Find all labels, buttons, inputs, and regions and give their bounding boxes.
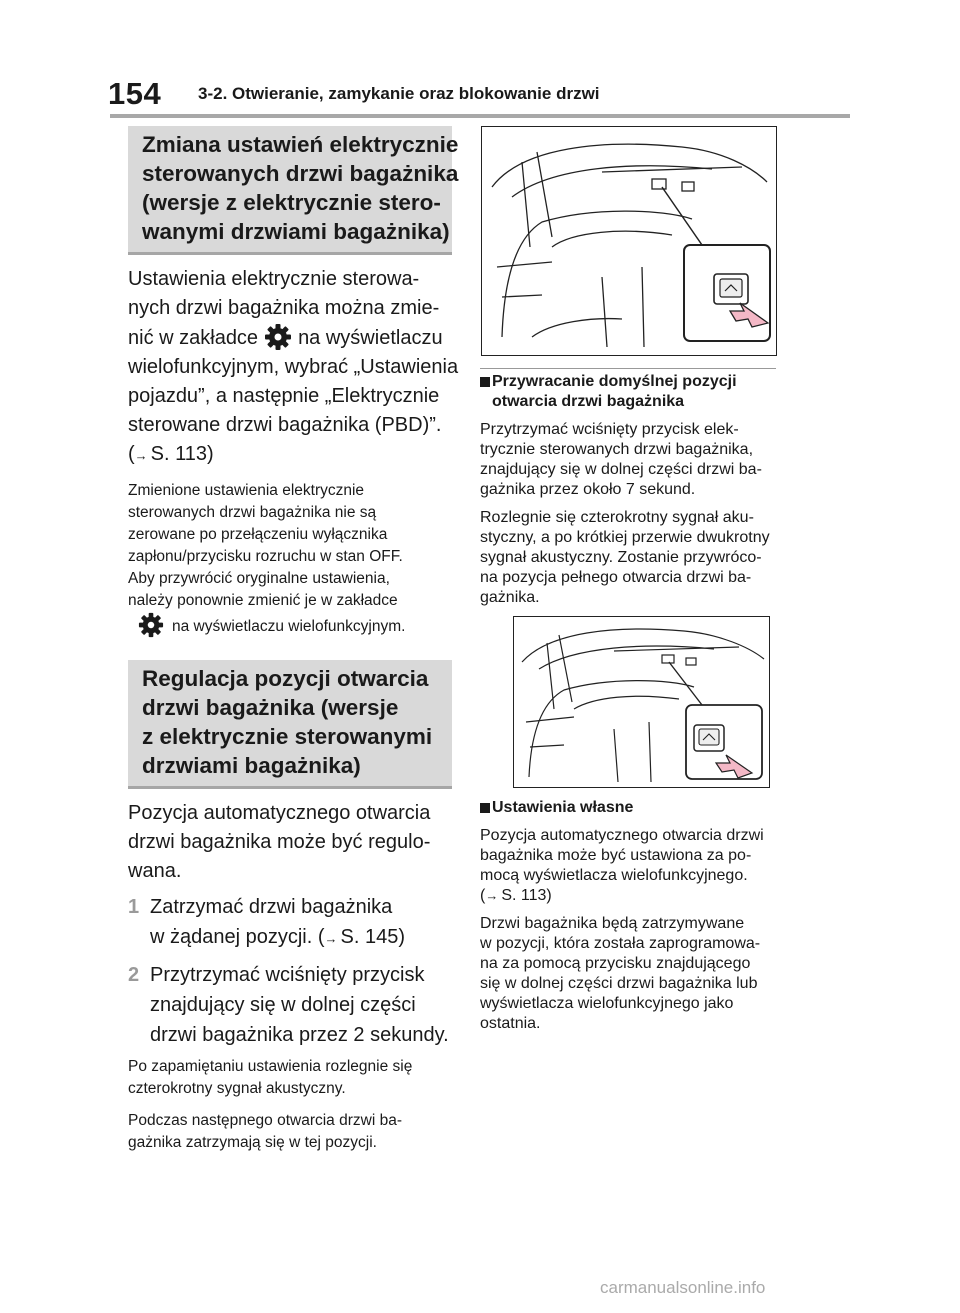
step-number: 2 [128, 964, 140, 986]
text-line: styczny, a po krótkiej przerwie dwukrotny [480, 529, 770, 546]
heading-line: drzwiami bagażnika) [142, 753, 361, 778]
heading-line: drzwi bagażnika (wersje [142, 695, 399, 720]
text-fragment: nić w zakładce [128, 327, 259, 349]
custom-paragraph [480, 826, 776, 906]
text-fragment: w żądanej pozycji. ( [150, 926, 325, 948]
text-line: na pozycja pełnego otwarcia drzwi ba- [480, 569, 752, 586]
text-line: sterowane drzwi bagażnika (PBD)”. [128, 414, 442, 436]
subheading-restore-default [480, 372, 776, 412]
footer-watermark: carmanualsonline.info [600, 1278, 766, 1297]
text-line: drzwi bagażnika może być regulo- [128, 831, 431, 853]
text-line [128, 323, 452, 353]
text-line [128, 612, 452, 638]
text-line: wielofunkcyjnym, wybrać „Ustawienia [128, 356, 459, 378]
text-line: czterokrotny sygnał akustyczny. [128, 1080, 346, 1097]
text-line: na za pomocą przycisku znajdującego [480, 955, 751, 972]
heading-line: (wersje z elektrycznie stero- [142, 190, 441, 215]
tailgate-drawing [514, 617, 769, 787]
text-line: w pozycji, która została zaprogramowa- [480, 935, 761, 952]
figure-divider [480, 368, 776, 369]
right-column-lower [480, 798, 776, 1034]
text-line: Podczas następnego otwarcia drzwi ba- [128, 1112, 402, 1129]
text-line: Zmienione ustawienia elektrycznie [128, 482, 365, 499]
right-column [480, 372, 776, 608]
text-line: Przywracanie domyślnej pozycji [492, 373, 737, 390]
settings-paragraph [128, 265, 459, 470]
text-line: sygnał akustyczny. Zostanie przywróco- [480, 549, 762, 566]
text-line: Rozlegnie się czterokrotny sygnał aku- [480, 509, 754, 526]
text-line: wyświetlacza wielofunkcyjnego jako [480, 995, 734, 1012]
text-line: pojazdu”, a następnie „Elektrycznie [128, 385, 440, 407]
heading-line: wanymi drzwiami bagażnika) [142, 219, 450, 244]
text-line: Przytrzymać wciśnięty przycisk [150, 964, 425, 986]
right-arrow-icon: → [485, 888, 499, 903]
left-column [128, 126, 459, 1154]
text-line: należy ponownie zmienić je w zakładce [128, 592, 398, 609]
section-heading-position [128, 660, 452, 789]
text-line: zerowane po przełączeniu wyłącznika [128, 526, 388, 543]
position-note-1 [128, 1056, 452, 1100]
text-line: Pozycja automatycznego otwarcia drzwi [480, 827, 764, 844]
text-line: zapłonu/przycisku rozruchu w stan OFF. [128, 548, 403, 565]
text-fragment: na wyświetlaczu wielofunkcyjnym. [172, 618, 406, 635]
section-heading-settings [128, 126, 459, 255]
tailgate-illustration-1 [481, 126, 777, 356]
gear-icon [264, 323, 292, 351]
text-line: Aby przywrócić oryginalne ustawienia, [128, 570, 390, 587]
right-arrow-icon: → [324, 931, 338, 946]
text-line: Ustawienia elektrycznie sterowa- [128, 268, 420, 290]
page-reference[interactable]: S. 145) [340, 926, 406, 948]
text-line: Po zapamiętaniu ustawienia rozlegnie się [128, 1058, 413, 1075]
heading-line: z elektrycznie sterowanymi [142, 724, 433, 749]
restore-paragraph [480, 420, 776, 500]
reference-text: S. 113) [501, 887, 552, 904]
square-bullet-icon [480, 377, 490, 387]
text-line: trycznie sterowanych drzwi bagażnika, [480, 441, 754, 458]
text-line: Drzwi bagażnika będą zatrzymywane [480, 915, 745, 932]
page-number: 154 [108, 76, 162, 111]
text-line: sterowanych drzwi bagażnika nie są [128, 504, 377, 521]
text-line: znajdujący się w dolnej części drzwi ba- [480, 461, 762, 478]
page-reference[interactable]: (→ S. 113) [480, 887, 552, 904]
text-fragment: na wyświetlaczu [298, 327, 443, 349]
step-number: 1 [128, 896, 140, 918]
tailgate-illustration-2 [513, 616, 770, 788]
text-line: bagażnika może być ustawiona za po- [480, 847, 752, 864]
step-1 [128, 892, 452, 954]
square-bullet-icon [480, 803, 490, 813]
text-line: drzwi bagażnika przez 2 sekundy. [150, 1024, 449, 1046]
settings-note [128, 480, 452, 638]
text-line: Zatrzymać drzwi bagażnika [150, 896, 393, 918]
page-reference[interactable]: (→ S. 113) [128, 443, 214, 465]
text-line: Pozycja automatycznego otwarcia [128, 802, 431, 824]
text-line: gażnika. [480, 589, 540, 606]
text-line: wana. [128, 860, 182, 882]
text-line: Ustawienia własne [492, 799, 634, 816]
signal-paragraph [480, 508, 776, 608]
text-line: się w dolnej części drzwi bagażnika lub [480, 975, 758, 992]
heading-line: sterowanych drzwi bagażnika [142, 161, 459, 186]
position-note-2 [128, 1110, 452, 1154]
text-line: gażnika przez około 7 sekund. [480, 481, 696, 498]
text-line: otwarcia drzwi bagażnika [492, 393, 685, 410]
tailgate-drawing [482, 127, 776, 355]
right-arrow-icon: → [134, 448, 148, 463]
text-line: znajdujący się w dolnej części [150, 994, 416, 1016]
header-rule [110, 114, 850, 118]
reference-text: S. 113) [150, 443, 214, 465]
text-line: nych drzwi bagażnika można zmie- [128, 297, 440, 319]
text-line: gażnika zatrzymają się w tej pozycji. [128, 1134, 377, 1151]
subheading-custom-settings [480, 798, 776, 818]
text-line: Przytrzymać wciśnięty przycisk elek- [480, 421, 739, 438]
position-intro [128, 799, 452, 886]
text-line [150, 922, 452, 954]
stop-position-paragraph [480, 914, 776, 1034]
chapter-title: 3-2. Otwieranie, zamykanie oraz blokowanie drzwi [198, 84, 600, 103]
step-2 [128, 960, 452, 1050]
text-line: ostatnia. [480, 1015, 541, 1032]
text-line: mocą wyświetlacza wielofunkcyjnego. [480, 867, 748, 884]
gear-icon [138, 612, 164, 638]
heading-line: Regulacja pozycji otwarcia [142, 666, 429, 691]
heading-line: Zmiana ustawień elektrycznie [142, 132, 459, 157]
